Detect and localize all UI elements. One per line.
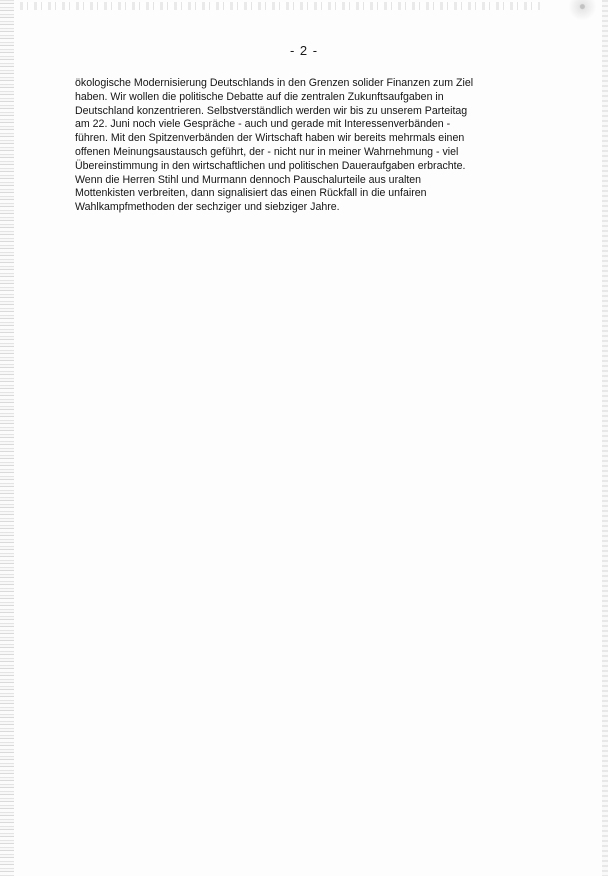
paragraph-line: Deutschland konzentrieren. Selbstverständlich werden wir bis zu unserem Parteitag — [75, 104, 468, 117]
paragraph-line: Wahlkampfmethoden der sechziger und siebziger Jahre. — [75, 201, 340, 214]
body-paragraph — [75, 77, 515, 215]
paragraph-line: Mottenkisten verbreiten, dann signalisiert das einen Rückfall in die unfairen — [75, 187, 427, 200]
paragraph-line: ökologische Modernisierung Deutschlands in den Grenzen solider Finanzen zum Ziel — [75, 77, 474, 89]
scan-edge-right — [602, 0, 608, 876]
paragraph-line: offenen Meinungsaustausch geführt, der - nicht nur in meiner Wahrnehmung - viel — [75, 145, 459, 158]
scan-noise-top — [20, 2, 540, 10]
paragraph-line: Wenn die Herren Stihl und Murmann dennoch Pauschalurteile aus uralten — [75, 173, 422, 186]
paragraph-line: am 22. Juni noch viele Gespräche - auch und gerade mit Interessenverbänden - — [75, 118, 451, 131]
scan-edge-left — [0, 0, 14, 876]
paragraph-line: Übereinstimmung in den wirtschaftlichen und politischen Daueraufgaben erbrachte. — [75, 159, 466, 172]
scan-corner-smudge — [556, 0, 600, 22]
paragraph-line: führen. Mit den Spitzenverbänden der Wirtschaft haben wir bereits mehrmals einen — [75, 132, 465, 145]
page-number: - 2 - — [289, 43, 319, 58]
paragraph-line: haben. Wir wollen die politische Debatte auf die zentralen Zukunftsaufgaben in — [75, 90, 444, 103]
